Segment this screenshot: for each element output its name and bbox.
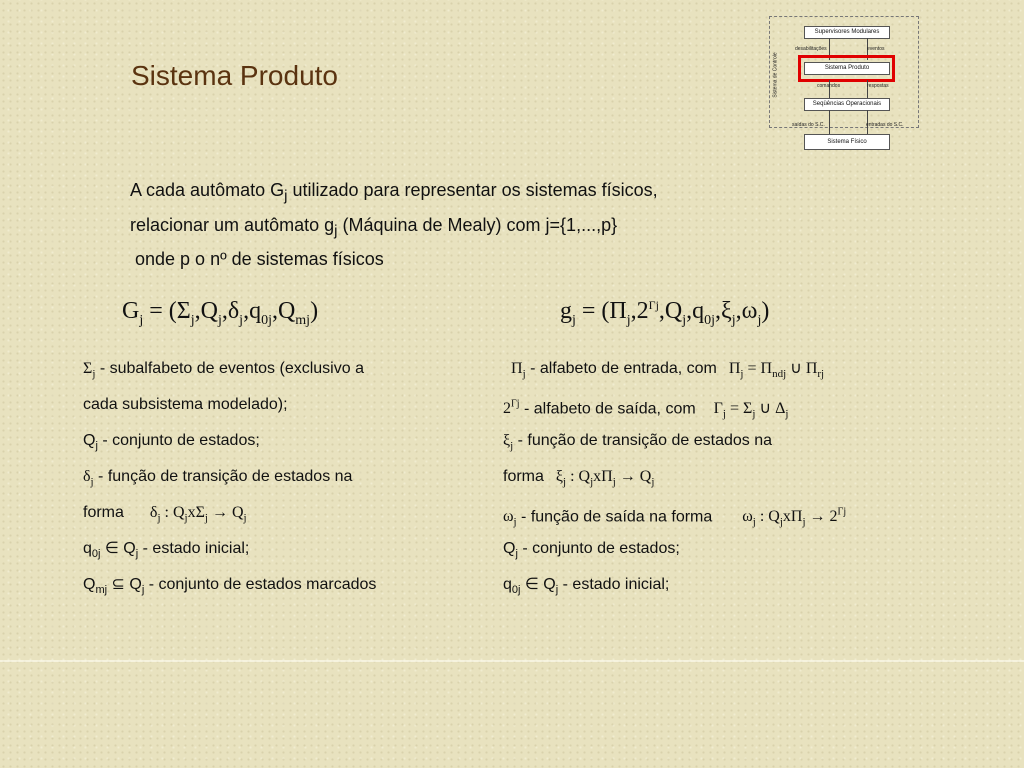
q-definition-right: $Q_j$ - conjunto de estados; — [503, 540, 680, 561]
forma-label: forma — [83, 504, 124, 521]
gamma-definition: $2^{\Gamma j}$ - alfabeto de saída, com $\Gamma_j = \Sigma_j$ ∪ $\Delta_j$ — [503, 399, 789, 421]
respostas-label: respostas — [867, 83, 889, 89]
right-definitions — [503, 351, 846, 603]
intro-text: utilizado para representar os sistemas físicos, — [287, 180, 658, 200]
saidas-label: saídas do S.C. — [792, 122, 825, 128]
comandos-label: comandos — [817, 83, 841, 89]
q0-definition: $q_{0j}$ ∈ $Q_j$ - estado inicial; — [83, 540, 250, 561]
xi-forma: forma $\xi_j$ : $Q_jx\Pi_j \to Q_j$ — [503, 468, 655, 489]
intro-text: (Máquina de Mealy) com j={1,...,p} — [337, 214, 618, 235]
divider — [0, 660, 1024, 662]
intro-paragraph — [130, 176, 658, 274]
delta-definition: $\delta_j$ - função de transição de estados na — [83, 468, 353, 489]
omega-definition: $\omega_j$ - função de saída na forma $\omega_j$ : $Q_jx\Pi_j \to 2^{\Gamma j}$ — [503, 507, 847, 529]
intro-line-3: onde p o nº de sistemas físicos — [130, 249, 384, 270]
intro-text: relacionar um autômato g — [130, 214, 335, 235]
definition-text: - estado inicial; — [138, 540, 250, 557]
qm-definition: $Q_{mj}$ ⊆ $Q_j$ - conjunto de estados marcados — [83, 576, 377, 597]
forma-label: forma — [503, 468, 544, 485]
entradas-label: entradas do S.C. — [866, 122, 904, 128]
definition-text: - alfabeto de saída, com — [519, 400, 696, 418]
sigma-definition-cont: cada subsistema modelado); — [83, 396, 288, 413]
supervisores-box: Supervisores Modulares — [804, 26, 890, 39]
definition-text: - conjunto de estados marcados — [144, 576, 377, 593]
intro-subscript: j — [284, 187, 288, 205]
desabilitacoes-label: desabilitações — [795, 46, 827, 52]
intro-line-2 — [130, 211, 658, 246]
sequencias-box: Seqüências Operacionais — [804, 98, 890, 111]
sistema-produto-box: Sistema Produto — [804, 62, 890, 75]
eventos-label: eventos — [867, 46, 885, 52]
xi-definition: $\xi_j$ - função de transição de estados na — [503, 432, 773, 453]
definition-text: - função de transição de estados na — [93, 468, 353, 485]
arrow-line — [829, 110, 830, 134]
page-title: Sistema Produto — [131, 60, 338, 91]
control-system-label: Sistema de Controle — [772, 52, 779, 98]
definition-text: - função de transição de estados na — [513, 432, 773, 449]
definition-text: - subalfabeto de eventos (exclusivo a — [95, 360, 364, 377]
intro-text: A cada autômato G — [130, 180, 285, 200]
intro-subscript: j — [334, 222, 338, 240]
formula-Gj: $G_j = (\Sigma_j,Q_j,\delta_j,q_{0j},Q_{mj})$ — [122, 298, 319, 328]
pi-definition: $\Pi_j$ - alfabeto de entrada, com $\Pi_j = \Pi_{ndj}$ ∪ $\Pi_{rj}$ — [511, 360, 825, 381]
q0-definition-right: $q_{0j}$ ∈ $Q_j$ - estado inicial; — [503, 576, 670, 597]
formula-gj: $g_j = (\Pi_j,2^{\Gamma j},Q_j,q_{0j},\xi_j,\omega_j)$ — [560, 298, 770, 328]
definition-text: - conjunto de estados; — [97, 432, 260, 449]
sigma-definition: $\Sigma_j$ - subalfabeto de eventos (exclusivo a — [83, 360, 364, 381]
definition-text: - alfabeto de entrada, com — [525, 360, 717, 377]
architecture-diagram — [767, 16, 919, 158]
sistema-fisico-box: Sistema Físico — [804, 134, 890, 150]
definition-text: - conjunto de estados; — [517, 540, 680, 557]
intro-line-1 — [130, 176, 658, 211]
definition-text: - função de saída na forma — [516, 508, 713, 526]
definition-text: - estado inicial; — [558, 576, 670, 593]
delta-forma: forma $\delta_j$ : $Q_jx\Sigma_j \to Q_j$ — [83, 504, 247, 525]
q-definition: $Q_j$ - conjunto de estados; — [83, 432, 260, 453]
left-definitions — [83, 351, 376, 603]
